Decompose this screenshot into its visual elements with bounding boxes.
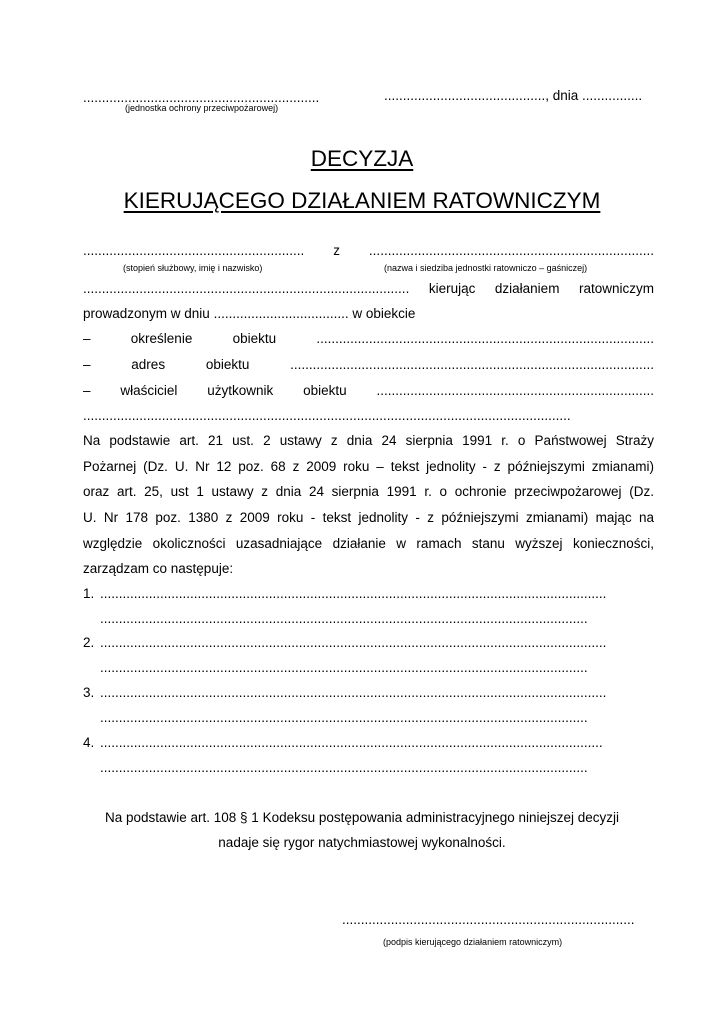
order-line: ....................................................................................................................................... bbox=[100, 635, 607, 650]
fire-unit-field: ............................................................... bbox=[83, 90, 320, 105]
document-subtitle: KIERUJĄCEGO DZIAŁANIEM RATOWNICZYM bbox=[123, 188, 601, 213]
order-number: 1. bbox=[83, 586, 95, 601]
legal-basis-line: U. Nr 178 poz. 1380 z 2009 roku - tekst jednolity - z późniejszymi zmianami) mając na bbox=[83, 510, 654, 525]
person-caption: (stopień służbowy, imię i nazwisko) bbox=[123, 263, 263, 273]
legal-basis-line: Na podstawie art. 21 ust. 2 ustawy z dnia 24 sierpnia 1991 r. o Państwowej Straży bbox=[83, 433, 654, 448]
order-number: 4. bbox=[83, 735, 95, 750]
object-definition-line: – określenie obiektu .......................................................................................... bbox=[83, 331, 654, 346]
rescue-unit-caption: (nazwa i siedziba jednostki ratowniczo – gaśniczej) bbox=[384, 263, 588, 273]
order-line: .................................................................................................................................. bbox=[100, 611, 588, 626]
document-title: DECYZJA bbox=[310, 146, 414, 171]
order-line: .................................................................................................................................. bbox=[100, 760, 588, 775]
legal-basis-line: oraz art. 25, ust 1 ustawy z dnia 24 sierpnia 1991 r. o ochronie przeciwpożarowej (Dz. bbox=[83, 484, 654, 499]
fire-unit-caption: (jednostka ochrony przeciwpożarowej) bbox=[125, 103, 279, 113]
order-line: ....................................................................................................................................... bbox=[100, 685, 607, 700]
blank-line: .................................................................................................................................. bbox=[83, 408, 571, 423]
order-line: ....................................................................................................................................... bbox=[100, 586, 607, 601]
order-line: .................................................................................................................................. bbox=[100, 660, 588, 675]
rigor-line: Na podstawie art. 108 § 1 Kodeksu postępowania administracyjnego niniejszej decyzji bbox=[104, 810, 620, 825]
order-number: 3. bbox=[83, 685, 95, 700]
signature-caption: (podpis kierującego działaniem ratowniczym) bbox=[383, 937, 563, 947]
conducted-line: prowadzonym w dniu .................................... w obiekcie bbox=[83, 306, 416, 321]
order-line: .................................................................................................................................. bbox=[100, 710, 588, 725]
order-number: 2. bbox=[83, 635, 95, 650]
rigor-line: nadaje się rygor natychmiastowej wykonalności. bbox=[218, 835, 506, 850]
person-unit-line: ........................................................... z ............................................................................ bbox=[83, 243, 654, 258]
order-line: ...................................................................................................................................... bbox=[100, 735, 603, 750]
legal-basis-line: Pożarnej (Dz. U. Nr 12 poz. 68 z 2009 roku – tekst jednolity - z późniejszymi zmianami) bbox=[83, 459, 654, 474]
legal-basis-line: względzie okoliczności uzasadniające działanie w ramach stanu wyższej konieczności, bbox=[83, 536, 654, 551]
object-owner-line: – właściciel użytkownik obiektu .......................................................................... bbox=[83, 383, 654, 398]
commanding-line: ....................................................................................... kierując działaniem ratowniczym bbox=[83, 281, 654, 296]
legal-basis-line: zarządzam co następuje: bbox=[83, 561, 234, 576]
object-address-line: – adres obiektu ................................................................................................. bbox=[83, 357, 654, 372]
date-field: ..........................................., dnia ................ bbox=[384, 88, 643, 103]
signature-field: .............................................................................. bbox=[342, 912, 635, 927]
